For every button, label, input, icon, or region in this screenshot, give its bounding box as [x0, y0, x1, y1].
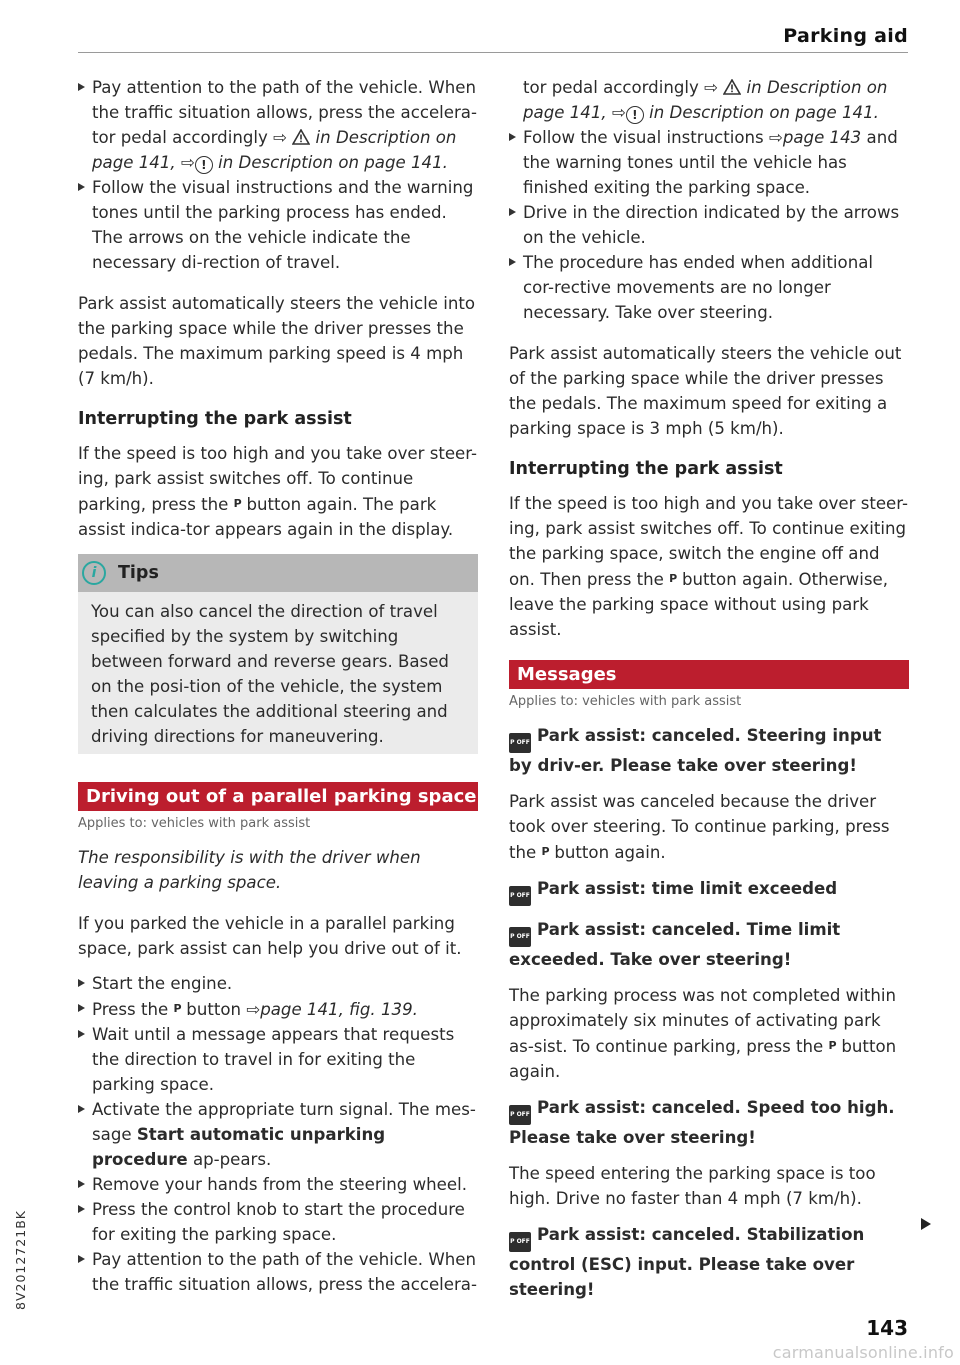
left-column: [78, 75, 478, 1297]
subheading: Interrupting the park assist: [509, 459, 783, 479]
applies-to-note: Applies to: vehicles with park assist: [78, 816, 311, 831]
park-assist-off-icon: P OFF: [509, 1105, 531, 1125]
list-item: Activate the appropriate turn signal. The mes-sage Start automatic unparking procedure ap-pears.: [78, 1097, 478, 1172]
tips-header: i Tips: [78, 554, 478, 592]
paragraph: The speed entering the parking space is too high. Drive no faster than 4 mph (7 km/h).: [509, 1164, 876, 1208]
list-item: Remove your hands from the steering wheel.: [78, 1172, 478, 1197]
park-assist-button-icon: P: [669, 572, 677, 585]
section-title: Driving out of a parallel parking space: [78, 782, 478, 811]
applies-to-note: Applies to: vehicles with park assist: [509, 694, 742, 709]
park-assist-button-icon: P: [828, 1039, 837, 1052]
note-icon: !: [195, 156, 213, 174]
list-item: Follow the visual instructions ⇨page 143 and the warning tones until the vehicle has finished exiting the parking space.: [509, 125, 909, 200]
list-item: Pay attention to the path of the vehicle. When the traffic situation allows, press the accelera-: [78, 1247, 478, 1297]
section-title: Messages: [509, 660, 909, 689]
right-column: [509, 75, 909, 1302]
message-heading: P OFF Park assist: canceled. Time limit exceeded. Take over steering!: [509, 920, 841, 969]
park-assist-button-icon: P: [541, 845, 550, 858]
cross-reference[interactable]: in Description on page 141.: [643, 103, 879, 122]
reference-arrow-icon: ⇨: [768, 128, 783, 147]
intro-statement: The responsibility is with the driver when leaving a parking space.: [78, 848, 421, 892]
park-assist-off-icon: P OFF: [509, 927, 531, 947]
list-item-continued: tor pedal accordingly ⇨ in Description on page 141, ⇨ ! in Description on page 141.: [523, 78, 888, 122]
info-icon: i: [82, 561, 106, 585]
list-item: Drive in the direction indicated by the arrows on the vehicle.: [509, 200, 909, 250]
reference-arrow-icon: ⇨: [273, 128, 287, 147]
header-rule: [78, 52, 908, 53]
message-heading: P OFF Park assist: canceled. Stabilization control (ESC) input. Please take over steering!: [509, 1225, 865, 1299]
park-assist-off-icon: P OFF: [509, 886, 531, 906]
list-item: Follow the visual instructions and the warning tones until the parking process has ended. The arrows on the vehicle indicate the necessary di-rection of travel.: [78, 175, 478, 275]
document-code: 8V2012721BK: [13, 1210, 28, 1310]
reference-arrow-icon: ⇨: [704, 78, 718, 97]
paragraph: Park assist automatically steers the vehicle into the parking space while the driver presses the pedals. The maximum parking speed is 4 mph (7 km/h).: [78, 294, 476, 388]
list-item: Press the control knob to start the procedure for exiting the parking space.: [78, 1197, 478, 1247]
page-number: 143: [866, 1316, 908, 1340]
watermark: carmanualsonline.info: [772, 1343, 954, 1362]
cross-reference[interactable]: in Description on page 141,: [92, 128, 457, 172]
list-item: The procedure has ended when additional cor-rective movements are no longer necessary. Take over steering.: [509, 250, 909, 325]
park-assist-off-icon: P OFF: [509, 1232, 531, 1252]
paragraph: Park assist automatically steers the vehicle out of the parking space while the driver presses the pedals. The maximum speed for exiting a parking space is 3 mph (5 km/h).: [509, 344, 902, 438]
warning-triangle-icon: [723, 79, 741, 95]
cross-reference[interactable]: in Description on page 141,: [523, 78, 888, 122]
park-assist-button-icon: P: [173, 1002, 182, 1015]
reference-arrow-icon: ⇨: [611, 103, 626, 122]
paragraph: If the speed is too high and you take over steer-ing, park assist switches off. To continue exiting the parking space, switch the engine off and on. Then press the P button again. Otherwise, leave the parking space without using park assist.: [509, 494, 909, 639]
paragraph: Park assist was canceled because the driver took over steering. To continue parking, press the P button again.: [509, 792, 890, 862]
cross-reference[interactable]: in Description on page 141.: [212, 153, 448, 172]
tips-box: [78, 554, 478, 754]
reference-arrow-icon: ⇨: [246, 1000, 261, 1019]
paragraph: If the speed is too high and you take over steer-ing, park assist switches off. To continue parking, press the P button again. The park assist indica-tor appears again in the display.: [78, 444, 478, 539]
note-icon: !: [626, 106, 644, 124]
park-assist-button-icon: P: [233, 497, 242, 510]
continue-arrow-icon: [921, 1218, 931, 1230]
cross-reference[interactable]: page 143: [782, 128, 862, 147]
list-item: Start the engine.: [78, 971, 478, 996]
running-header: Parking aid: [783, 25, 908, 47]
paragraph: If you parked the vehicle in a parallel parking space, park assist can help you drive out of it.: [78, 914, 462, 958]
reference-arrow-icon: ⇨: [180, 153, 195, 172]
park-assist-off-icon: P OFF: [509, 733, 531, 753]
message-heading: P OFF Park assist: time limit exceeded: [509, 876, 909, 906]
paragraph: The parking process was not completed within approximately six minutes of activating park as-sist. To continue parking, press the P button again.: [509, 986, 897, 1081]
message-heading: P OFF Park assist: canceled. Speed too high. Please take over steering!: [509, 1098, 895, 1147]
message-heading: P OFF Park assist: canceled. Steering input by driv-er. Please take over steering!: [509, 726, 882, 775]
tips-text: You can also cancel the direction of travel specified by the system by switching between forward and reverse gears. Based on the posi-tion of the vehicle, the system then calculates the additional steering and driving directions for maneuvering.: [91, 602, 449, 746]
list-item: Wait until a message appears that requests the direction to travel in for exiting the parking space.: [78, 1022, 478, 1097]
cross-reference[interactable]: page 141, fig. 139.: [260, 1000, 418, 1019]
list-item: Pay attention to the path of the vehicle. When the traffic situation allows, press the accelera-tor pedal accordingly ⇨ in Description on page 141, ⇨ ! in Description on page 141.: [78, 75, 478, 175]
subheading: Interrupting the park assist: [78, 409, 352, 429]
warning-triangle-icon: [292, 129, 310, 145]
list-item: Press the P button ⇨page 141, fig. 139.: [78, 996, 478, 1022]
